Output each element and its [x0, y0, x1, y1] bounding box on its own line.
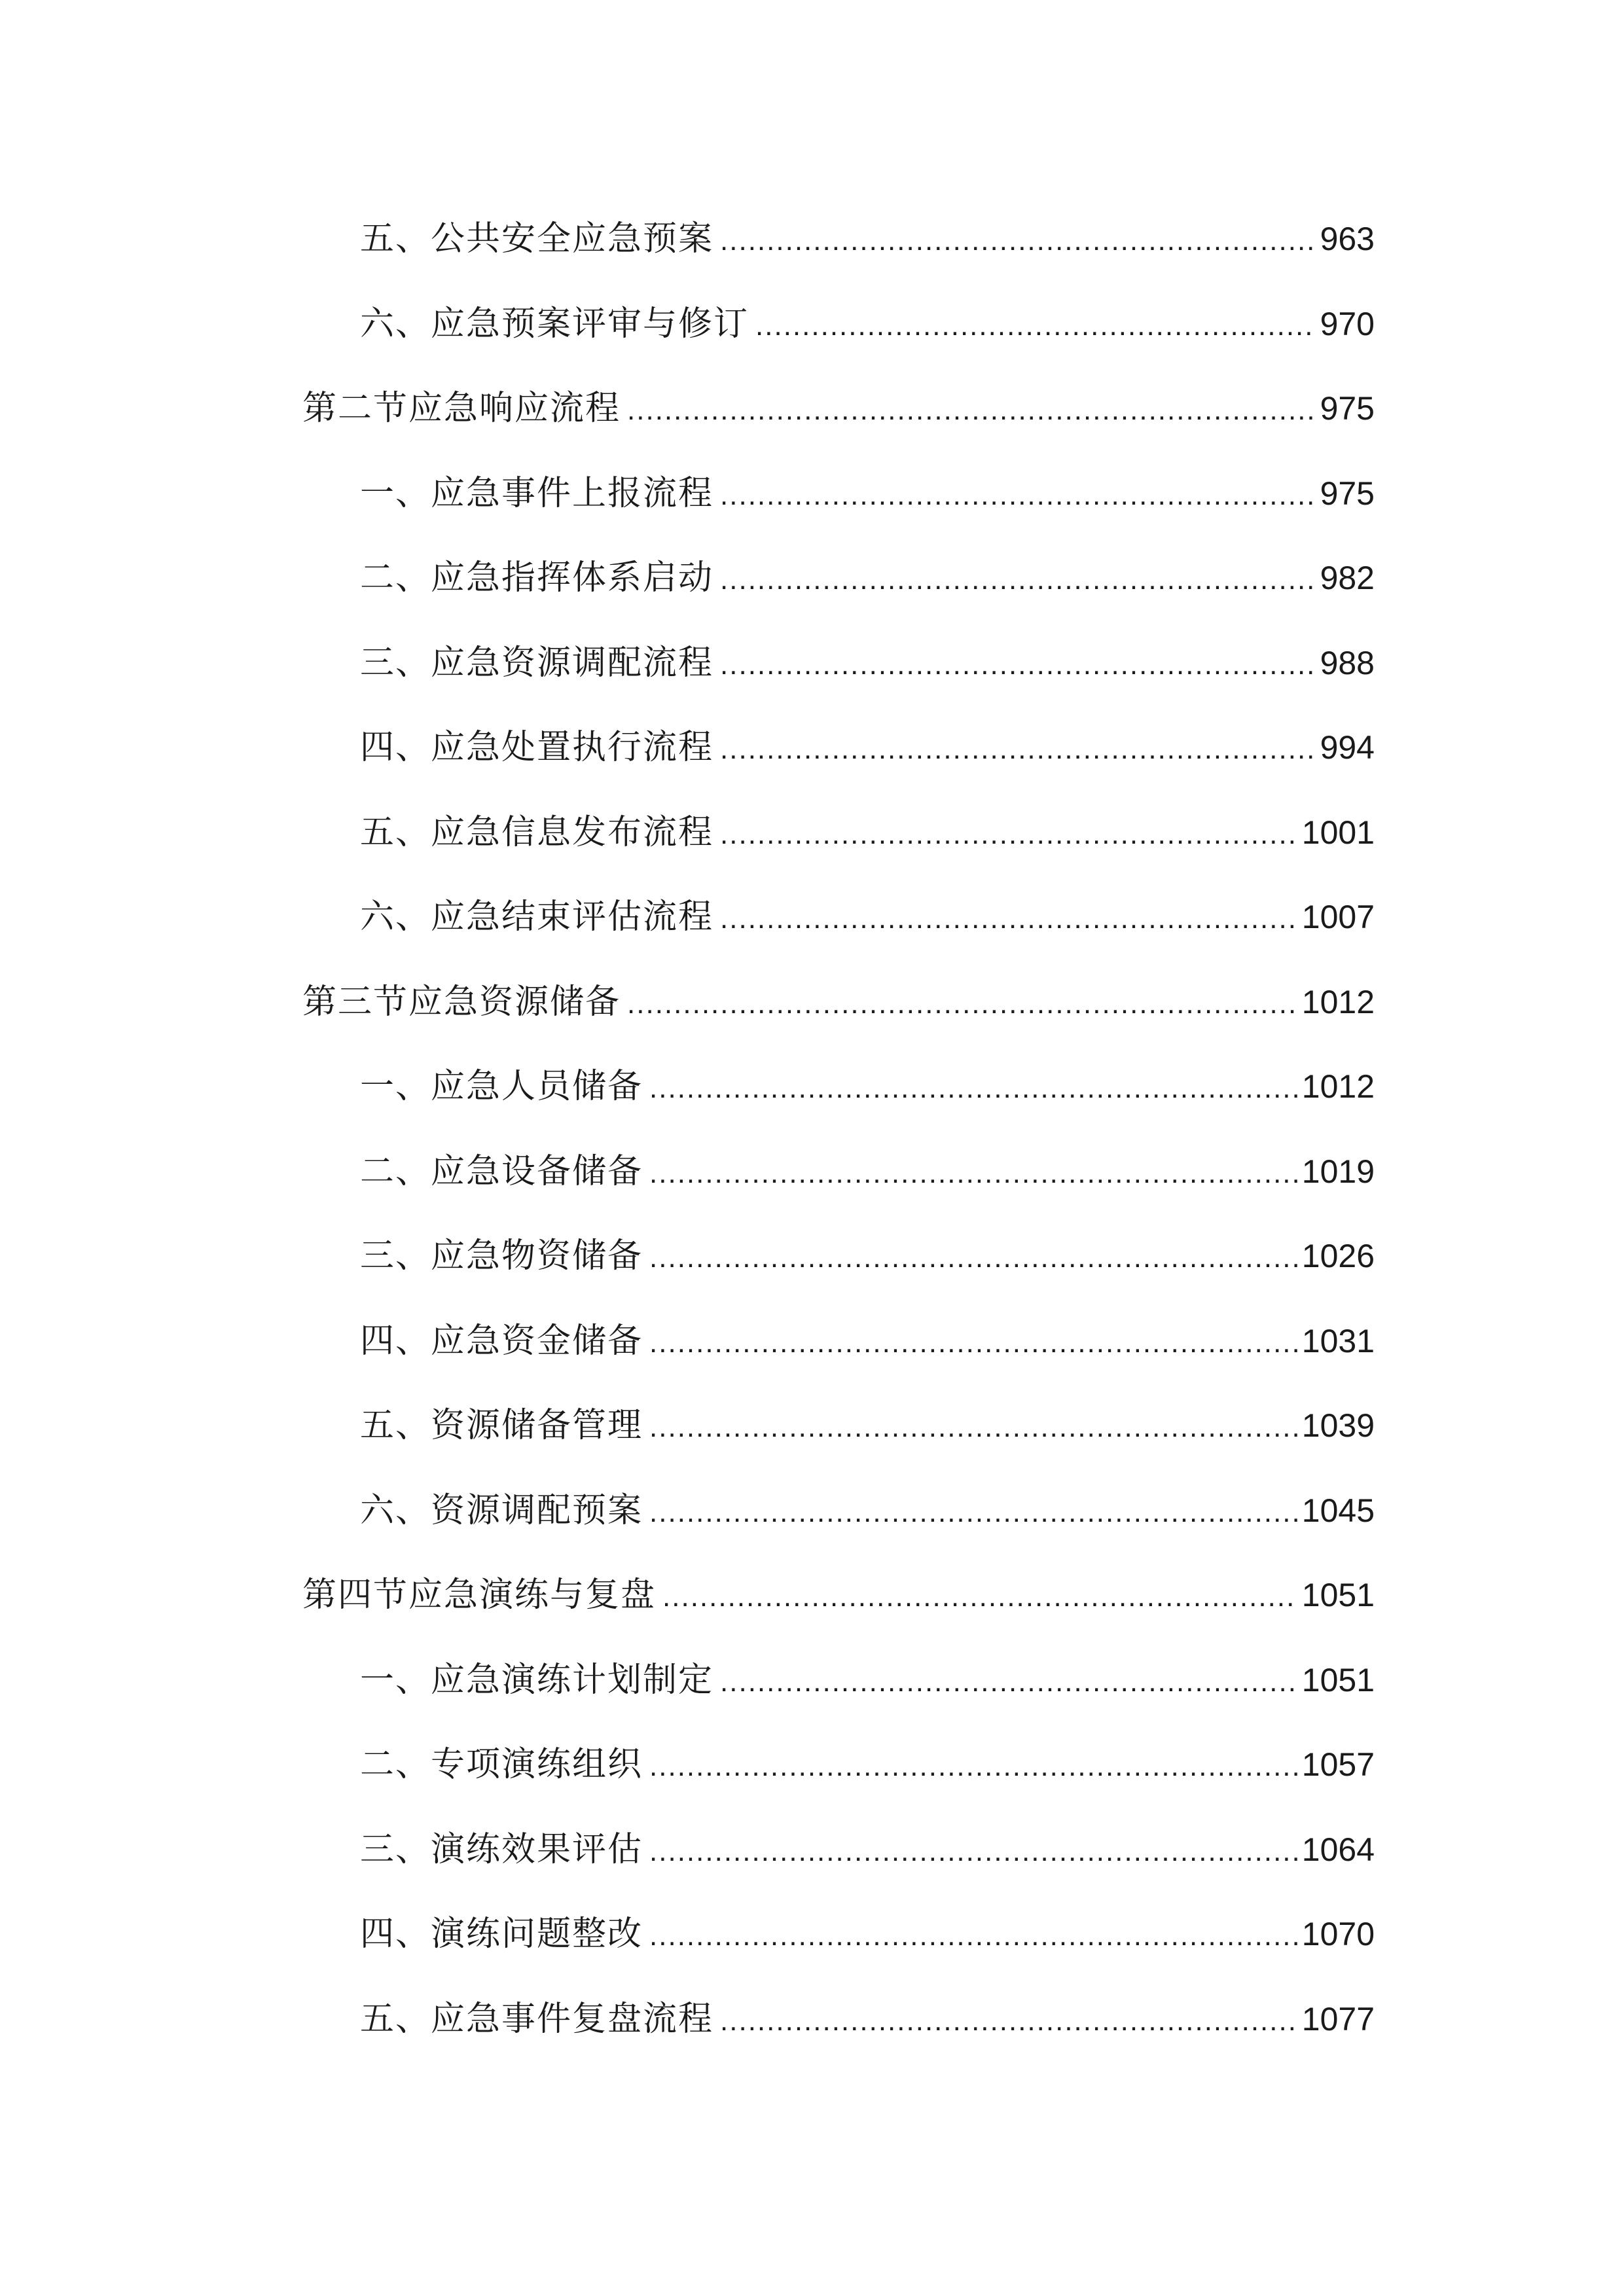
toc-entry-page: 1012	[1301, 984, 1375, 1020]
toc-entry-title: 一、应急人员储备	[360, 1067, 643, 1106]
toc-entry-title: 四、应急处置执行流程	[360, 728, 714, 767]
toc-entry-page: 1057	[1301, 1746, 1375, 1783]
toc-dot-leader	[649, 1740, 1298, 1793]
toc-entry-page: 975	[1320, 390, 1375, 427]
toc-entry[interactable]	[360, 213, 1375, 265]
toc-dot-leader	[649, 1062, 1298, 1115]
toc-dot-leader	[649, 1232, 1298, 1284]
toc-entry-page: 1045	[1301, 1492, 1375, 1529]
toc-dot-leader	[720, 808, 1298, 861]
toc-entry-title: 五、资源储备管理	[360, 1406, 643, 1445]
toc-entry-page: 1064	[1301, 1831, 1375, 1868]
toc-dot-leader	[720, 1995, 1298, 2047]
toc-dot-leader	[649, 1147, 1298, 1200]
toc-entry-page: 1026	[1301, 1238, 1375, 1274]
toc-entry-page: 988	[1320, 645, 1375, 681]
toc-section-title: 第二节应急响应流程	[302, 389, 621, 428]
toc-entry-title: 二、应急指挥体系启动	[360, 558, 714, 598]
toc-dot-leader	[720, 1656, 1298, 1708]
toc-entry-page: 982	[1320, 560, 1375, 596]
toc-dot-leader	[627, 384, 1316, 437]
toc-entry-title: 五、应急信息发布流程	[360, 813, 714, 852]
toc-entry-page: 1077	[1301, 2001, 1375, 2037]
toc-dot-leader	[755, 300, 1316, 352]
toc-entry-page: 1031	[1301, 1323, 1375, 1359]
toc-entry[interactable]	[360, 1823, 1375, 1876]
toc-entry-title: 四、应急资金储备	[360, 1321, 643, 1361]
toc-entry-page: 970	[1320, 306, 1375, 342]
toc-dot-leader	[649, 1486, 1298, 1539]
toc-entry[interactable]	[360, 637, 1375, 689]
toc-entry[interactable]	[360, 1654, 1375, 1706]
toc-entry-page: 1007	[1301, 899, 1375, 935]
toc-entry[interactable]	[360, 1993, 1375, 2045]
toc-dot-leader	[720, 893, 1298, 945]
toc-section-title: 第四节应急演练与复盘	[302, 1575, 657, 1615]
toc-entry[interactable]	[360, 298, 1375, 350]
toc-section-entry[interactable]	[302, 976, 1375, 1028]
toc-entry-title: 二、应急设备储备	[360, 1152, 643, 1191]
toc-entry-title: 一、应急事件上报流程	[360, 474, 714, 513]
toc-entry-title: 五、应急事件复盘流程	[360, 2000, 714, 2039]
toc-dot-leader	[627, 978, 1298, 1030]
toc-entry-page: 994	[1320, 729, 1375, 766]
toc-dot-leader	[649, 1910, 1298, 1962]
toc-entry[interactable]	[360, 1145, 1375, 1198]
toc-entry-page: 1001	[1301, 814, 1375, 851]
toc-entry-page: 963	[1320, 221, 1375, 257]
toc-section-entry[interactable]	[302, 382, 1375, 435]
toc-entry-title: 四、演练问题整改	[360, 1914, 643, 1954]
toc-entry[interactable]	[360, 1060, 1375, 1113]
toc-dot-leader	[720, 554, 1316, 606]
toc-dot-leader	[649, 1401, 1298, 1454]
toc-entry[interactable]	[360, 552, 1375, 604]
toc-section-entry[interactable]	[302, 1569, 1375, 1621]
toc-dot-leader	[720, 215, 1316, 267]
toc-entry-page: 1051	[1301, 1662, 1375, 1698]
toc-entry-title: 二、专项演练组织	[360, 1745, 643, 1784]
toc-entry[interactable]	[360, 1315, 1375, 1367]
toc-dot-leader	[649, 1317, 1298, 1369]
toc-entry[interactable]	[360, 1230, 1375, 1282]
toc-entry-page: 1051	[1301, 1577, 1375, 1613]
toc-entry-title: 三、演练效果评估	[360, 1830, 643, 1869]
toc-entry-title: 三、应急资源调配流程	[360, 643, 714, 683]
toc-section-title: 第三节应急资源储备	[302, 982, 621, 1022]
toc-entry-page: 1039	[1301, 1407, 1375, 1444]
toc-entry[interactable]	[360, 891, 1375, 943]
toc-entry-title: 六、应急预案评审与修订	[360, 304, 749, 344]
toc-entry[interactable]	[360, 721, 1375, 774]
toc-entry[interactable]	[360, 1738, 1375, 1791]
toc-entry[interactable]	[360, 467, 1375, 520]
toc-entry-title: 一、应急演练计划制定	[360, 1660, 714, 1700]
toc-dot-leader	[720, 639, 1316, 691]
toc-entry-page: 1070	[1301, 1916, 1375, 1952]
toc-entry-title: 六、资源调配预案	[360, 1491, 643, 1530]
toc-dot-leader	[649, 1825, 1298, 1878]
toc-entry[interactable]	[360, 1399, 1375, 1452]
toc-dot-leader	[662, 1571, 1298, 1623]
toc-dot-leader	[720, 723, 1316, 776]
toc-entry-title: 五、公共安全应急预案	[360, 219, 714, 259]
toc-entry[interactable]	[360, 1908, 1375, 1960]
toc-entry-title: 六、应急结束评估流程	[360, 897, 714, 937]
toc-entry[interactable]	[360, 806, 1375, 859]
toc-entry-page: 975	[1320, 475, 1375, 512]
toc-entry-title: 三、应急物资储备	[360, 1236, 643, 1276]
toc-entry-page: 1012	[1301, 1068, 1375, 1105]
toc-dot-leader	[720, 469, 1316, 522]
toc-entry[interactable]	[360, 1484, 1375, 1537]
toc-entry-page: 1019	[1301, 1153, 1375, 1190]
